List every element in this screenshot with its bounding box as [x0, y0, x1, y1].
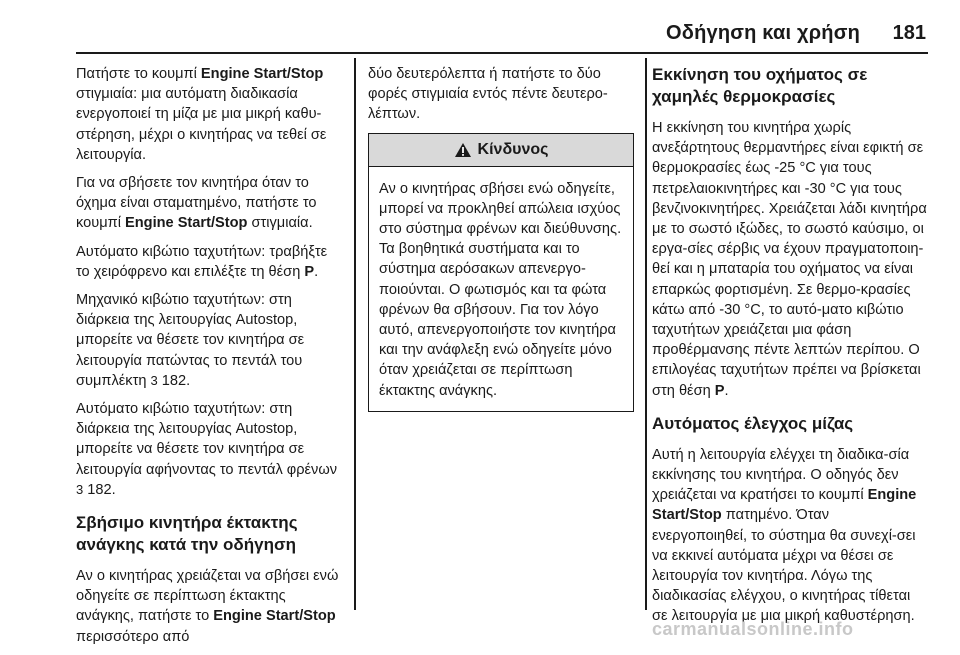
- danger-text: Αν ο κινητήρας σβήσει ενώ οδηγείτε, μπορεί να προκληθεί απώλεια ισχύος στο σύστημα φρένων και διεύθυνσης. Τα βοηθητικά συστήματα και το σύστημα αερόσακων απενεργο-ποιούνται. Ο φωτισμός και τα φώτα φρένων θα σβήσουν. Για τον λόγο αυτό, απενεργοποιήστε τον κινητήρα και την ανάφλεξη ενώ οδηγείτε μόνο όταν χρειάζεται σε περίπτωση έκτακτης ανάγκης.: [379, 180, 622, 399]
- column-divider-2: [645, 58, 647, 610]
- engine-start-stop-label: Engine Start/Stop: [125, 215, 248, 232]
- page-header-title: Οδήγηση και χρήση: [666, 22, 860, 44]
- col1-paragraph-3: Αυτόματο κιβώτιο ταχυτήτων: τραβήξτε το χειρόφρενο και επιλέξτε τη θέση P.: [76, 243, 328, 280]
- col1-paragraph-6: Αν ο κινητήρας χρειάζεται να σβήσει ενώ οδηγείτε σε περίπτωση έκτακτης ανάγκης, πατήστε το Engine Start/Stop περισσότερο από: [76, 568, 339, 645]
- danger-box-header: [369, 134, 633, 167]
- col3-paragraph-2: Αυτή η λειτουργία ελέγχει τη διαδικα-σία εκκίνησης του κινητήρα. Ο οδηγός δεν χρειάζεται να κρατήσει το κουμπί Engine Start/Stop πατημένο. Όταν ενεργοποιηθεί, το σύστημα θα συνεχί-σει να εκκινεί αυτόματα μέχρι να θέσει σε λειτουργία τον κινητήρα. Λόγω της διαδικασίας ελέγχου, ο κινητήρας τίθεται σε λειτουργία με μια μικρή καθυστέρηση.: [652, 446, 917, 625]
- column-1: [76, 64, 344, 655]
- section-heading-emergency-stop: Σβήσιμο κινητήρα έκτακτης ανάγκης κατά την οδήγηση: [76, 513, 298, 555]
- col1-paragraph-1: Πατήστε το κουμπί Engine Start/Stop στιγμιαία: μια αυτόματη διαδικασία ενεργοποιεί τη μίζα με μια μικρή καθυ-στέρηση, μέχρι ο κινητήρας να τεθεί σε λειτουργία.: [76, 66, 327, 163]
- section-heading-cold-start: Εκκίνηση του οχήματος σε χαμηλές θερμοκρασίες: [652, 65, 868, 106]
- page-reference-icon: 3: [150, 372, 158, 388]
- col1-paragraph-5: Αυτόματο κιβώτιο ταχυτήτων: στη διάρκεια της λειτουργίας Autostop, μπορείτε να θέσετε τον κινητήρα σε λειτουργία αφήνοντας το πεντάλ φρένων 3 182.: [76, 401, 338, 498]
- column-3: [652, 64, 928, 635]
- col2-paragraph-1: δύο δευτερόλεπτα ή πατήστε το δύο φορές στιγμιαία εντός πέντε δευτερο-λέπτων.: [368, 66, 608, 123]
- warning-triangle-icon: [454, 142, 472, 158]
- page-reference-icon: 3: [76, 481, 84, 497]
- page-number: 181: [892, 22, 926, 44]
- danger-title: Κίνδυνος: [477, 140, 549, 158]
- engine-start-stop-label: Engine Start/Stop: [200, 66, 324, 82]
- col3-paragraph-1: Η εκκίνηση του κινητήρα χωρίς ανεξάρτητους θερμαντήρες είναι εφικτή σε θερμοκρασίες έως -25 °C για τους πετρελαιοκινητήρες και -30 °C για τους βενζινοκινητήρες. Χρειάζεται λάδι κινητήρα με το σωστό ιξώδες, το σωστό καύσιμο, οι εργα-σίες σέρβις να έχουν πραγματοποιη-θεί και η μπαταρία του οχήματος να είναι επαρκώς φορτισμένη. Σε θερμο-κρασίες κάτω από -30 °C, το αυτό-ματο κιβώτιο ταχυτήτων χρειάζεται μια φάση προθέρμανσης πέντε λεπτών περίπου. Ο επιλογέας ταχυτήτων πρέπει να βρίσκεται στη θέση P.: [652, 120, 927, 399]
- engine-start-stop-label: Engine Start/Stop: [213, 608, 336, 625]
- danger-box: [368, 133, 634, 412]
- column-2: [368, 64, 634, 412]
- col1-paragraph-4: Μηχανικό κιβώτιο ταχυτήτων: στη διάρκεια της λειτουργίας Autostop, μπορείτε να θέσετε τον κινητήρα σε λειτουργία πατώντας το πεντάλ του συμπλέκτη 3 182.: [76, 292, 305, 389]
- watermark: carmanualsonline.info: [652, 619, 854, 639]
- col1-paragraph-2: Για να σβήσετε τον κινητήρα όταν το όχημα είναι σταματημένο, πατήστε το κουμπί Engine Start/Stop στιγμιαία.: [76, 175, 317, 232]
- section-heading-auto-starter-control: Αυτόματος έλεγχος μίζας: [652, 413, 854, 433]
- header-rule: [76, 52, 928, 54]
- column-divider-1: [354, 58, 356, 610]
- engine-start-stop-label: Engine Start/Stop: [652, 487, 917, 524]
